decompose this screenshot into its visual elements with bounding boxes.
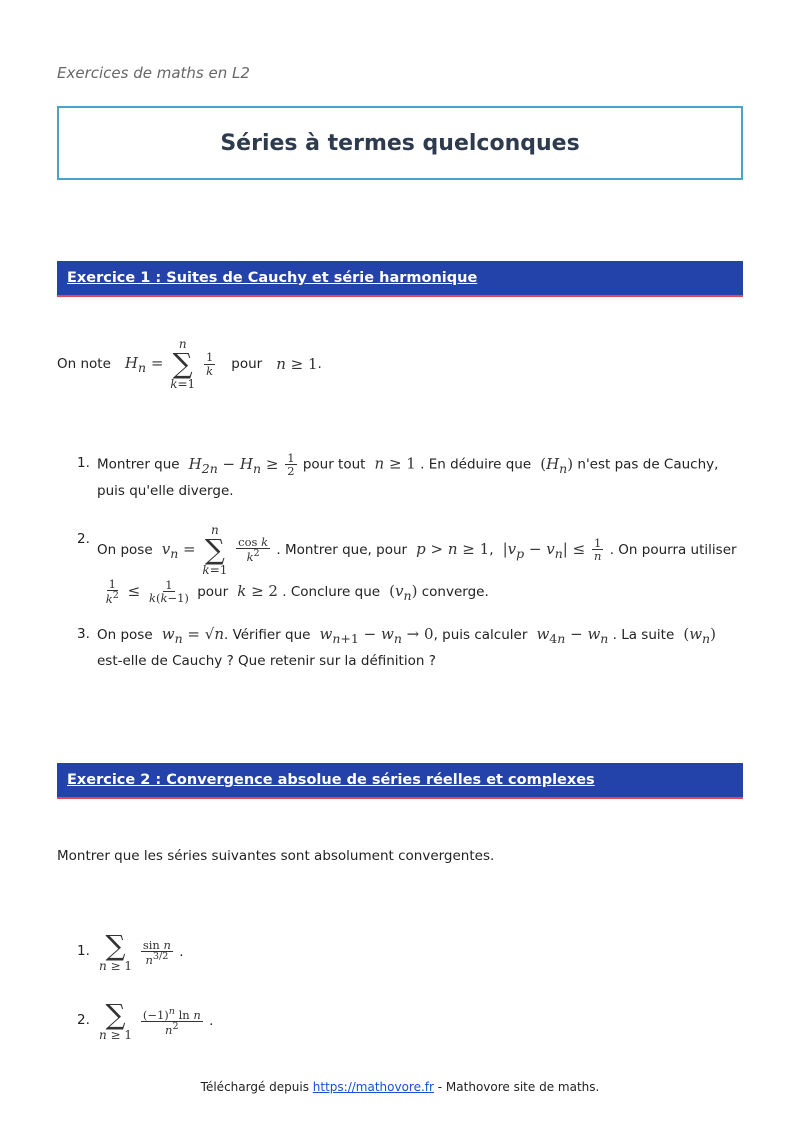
formula-seq-vn: $(v_n)$ — [389, 581, 418, 603]
exercise-2-intro: Montrer que les séries suivantes sont absolument convergentes. — [57, 848, 495, 864]
formula-seq-hn: $(H_n)$ — [540, 454, 574, 476]
formula-harmonic-def: $H_n$ = n ∑ k=1 $\frac{1}{k}$ — [124, 337, 214, 391]
formula-h2n-minus-hn: $H_{2n} - H_n$ ≥ $\frac{1}{2}$ — [183, 451, 295, 479]
formula-cauchy-bound: $|v_p - v_n|$ ≤ $\frac{1}{n}$ — [502, 536, 602, 564]
list-item: 1. ∑ n ≥ 1 $\frac{\text{sin n}}{n^{3/2}}$ . — [77, 929, 184, 973]
formula-k-ge-2: k ≥ 2 — [232, 581, 278, 600]
document-subtitle: Exercices de maths en L2 — [57, 64, 250, 82]
exercise-1-heading: Exercice 1 : Suites de Cauchy et série harmonique — [67, 270, 478, 286]
formula-wn-diff-limit: $w_{n+1} - w_n \to 0$ — [314, 624, 434, 646]
list-item: 2. On pose $v_n$ = n ∑ k=1 $\frac{\text{cos k}}{k^2}$ . Montrer que, pour p > n ≥ 1, $|v_p - v_n|$ ≤ $\frac{1}{n}$ . On pourra utiliser $\frac{1}{k^2}$ ≤ $\frac{1}{k(k-1)}$ pour k ≥ 2 . Conclure que $(v_n)$ converge. — [77, 522, 737, 606]
page-title: Séries à termes quelconques — [220, 130, 580, 156]
list-item: 1. Montrer que $H_{2n} - H_n$ ≥ $\frac{1}{2}$ pour tout n ≥ 1 . En déduire que $(H_n)$ n'est pas de Cauchy, puis qu'elle diverge. — [77, 451, 719, 499]
formula-vn-def: $v_n$ = n ∑ k=1 $\frac{\text{cos k}}{k^2}$ — [156, 522, 269, 577]
exercise-1-intro: On note $H_n$ = n ∑ k=1 $\frac{1}{k}$ pour n ≥ 1 . — [57, 337, 322, 391]
formula-wn-def: $w_n = √n$ — [156, 624, 224, 646]
formula-w4n-minus-wn: $w_{4n} - w_n$ — [531, 624, 609, 646]
footer-link[interactable]: https://mathovore.fr — [312, 1080, 434, 1094]
footer: Téléchargé depuis https://mathovore.fr - Mathovore site de maths. — [200, 1080, 600, 1094]
list-item: 2. ∑ n ≥ 1 $\frac{(-1)^n \ln n}{n^2}$ . — [77, 998, 214, 1042]
exercise-2-series-list — [57, 928, 737, 1044]
title-box — [57, 106, 743, 180]
formula-seq-wn: $(w_n)$ — [683, 624, 716, 646]
formula-p-gt-n: p > n ≥ 1 — [411, 539, 490, 558]
exercise-2-heading-bar — [57, 763, 743, 799]
exercise-1-heading-bar — [57, 261, 743, 297]
formula-series-sin: ∑ n ≥ 1 $\frac{\text{sin n}}{n^{3/2}}$ — [99, 929, 171, 973]
formula-n-ge-1: n ≥ 1 — [276, 355, 318, 373]
formula-n-ge-1: n ≥ 1 — [369, 454, 416, 473]
formula-series-alternating-log: ∑ n ≥ 1 $\frac{(-1)^n \ln n}{n^2}$ — [99, 998, 201, 1042]
list-item: 3. On pose $w_n = √n$. Vérifier que $w_{n+1} - w_n \to 0$, puis calculer $w_{4n} - w_n$ . La suite $(w_n)$ est-elle de Cauchy ? Que retenir sur la définition ? — [77, 624, 716, 669]
exercise-1-questions — [57, 452, 737, 672]
exercise-2-heading: Exercice 2 : Convergence absolue de séries réelles et complexes — [67, 772, 595, 788]
formula-telescoping-bound: $\frac{1}{k^2}$ ≤ $\frac{1}{k(k-1)}$ — [105, 577, 189, 606]
